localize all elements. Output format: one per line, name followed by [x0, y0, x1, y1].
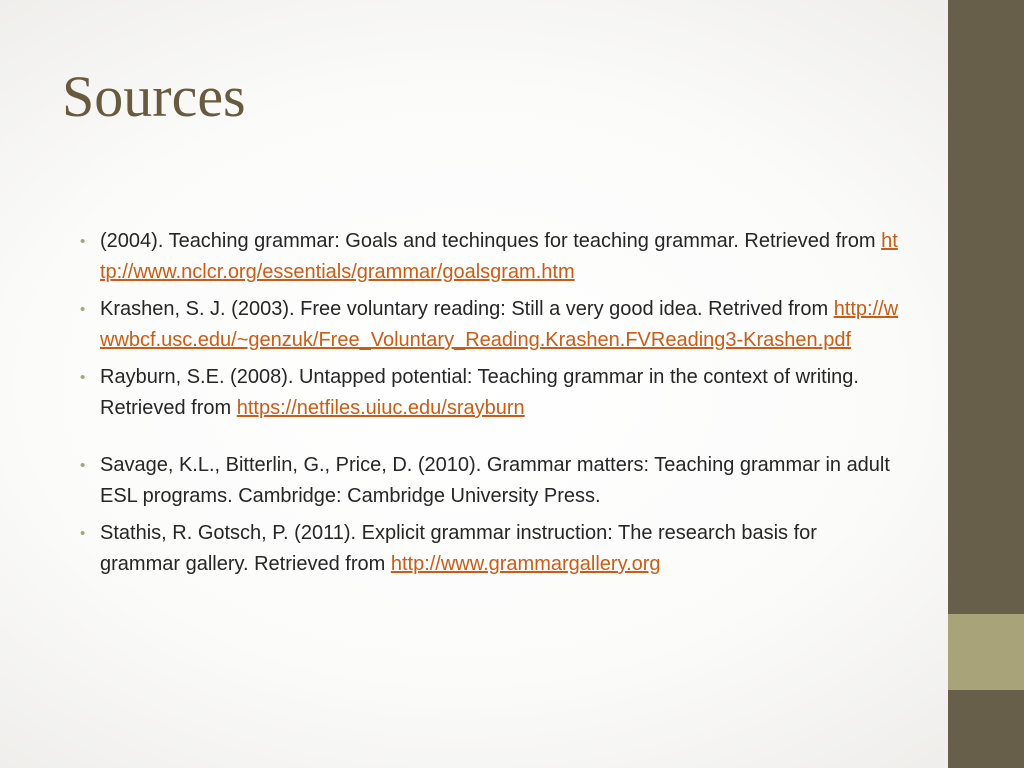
source-link[interactable]: http://wwwbcf.usc.edu/~genzuk/Free_Voluntary_Reading.Krashen.FVReading3-Krashen.pdf	[100, 298, 899, 351]
source-citation-text: Rayburn, S.E. (2008). Untapped potential: Teaching grammar in the context of writing. Retrieved from	[100, 366, 859, 419]
bullet-icon: •	[80, 457, 86, 474]
source-item-3	[80, 362, 900, 424]
source-citation-text: Savage, K.L., Bitterlin, G., Price, D. (2010). Grammar matters: Teaching grammar in adult ESL programs. Cambridge: Cambridge University Press.	[100, 454, 890, 507]
source-citation-text: (2004). Teaching grammar: Goals and techinques for teaching grammar. Retrieved from	[100, 230, 882, 252]
source-link[interactable]: https://netfiles.uiuc.edu/srayburn	[236, 397, 525, 419]
source-item-4	[80, 450, 900, 512]
bullet-icon: •	[80, 301, 86, 318]
bullet-icon: •	[80, 233, 86, 250]
source-link[interactable]: http://www.grammargallery.org	[390, 553, 661, 575]
source-citation-text: Krashen, S. J. (2003). Free voluntary reading: Still a very good idea. Retrived from	[100, 298, 834, 320]
slide-title: Sources	[62, 64, 246, 129]
decorative-side-accent	[948, 614, 1024, 690]
sources-list	[80, 226, 900, 586]
bullet-icon: •	[80, 525, 86, 542]
source-citation-text: Stathis, R. Gotsch, P. (2011). Explicit grammar instruction: The research basis for grammar gallery. Retrieved from	[100, 522, 817, 575]
bullet-icon: •	[80, 369, 86, 386]
source-item-2	[80, 294, 900, 356]
source-link[interactable]: http://www.nclcr.org/essentials/grammar/goalsgram.htm	[100, 230, 898, 283]
source-item-5	[80, 518, 900, 580]
source-item-1	[80, 226, 900, 288]
